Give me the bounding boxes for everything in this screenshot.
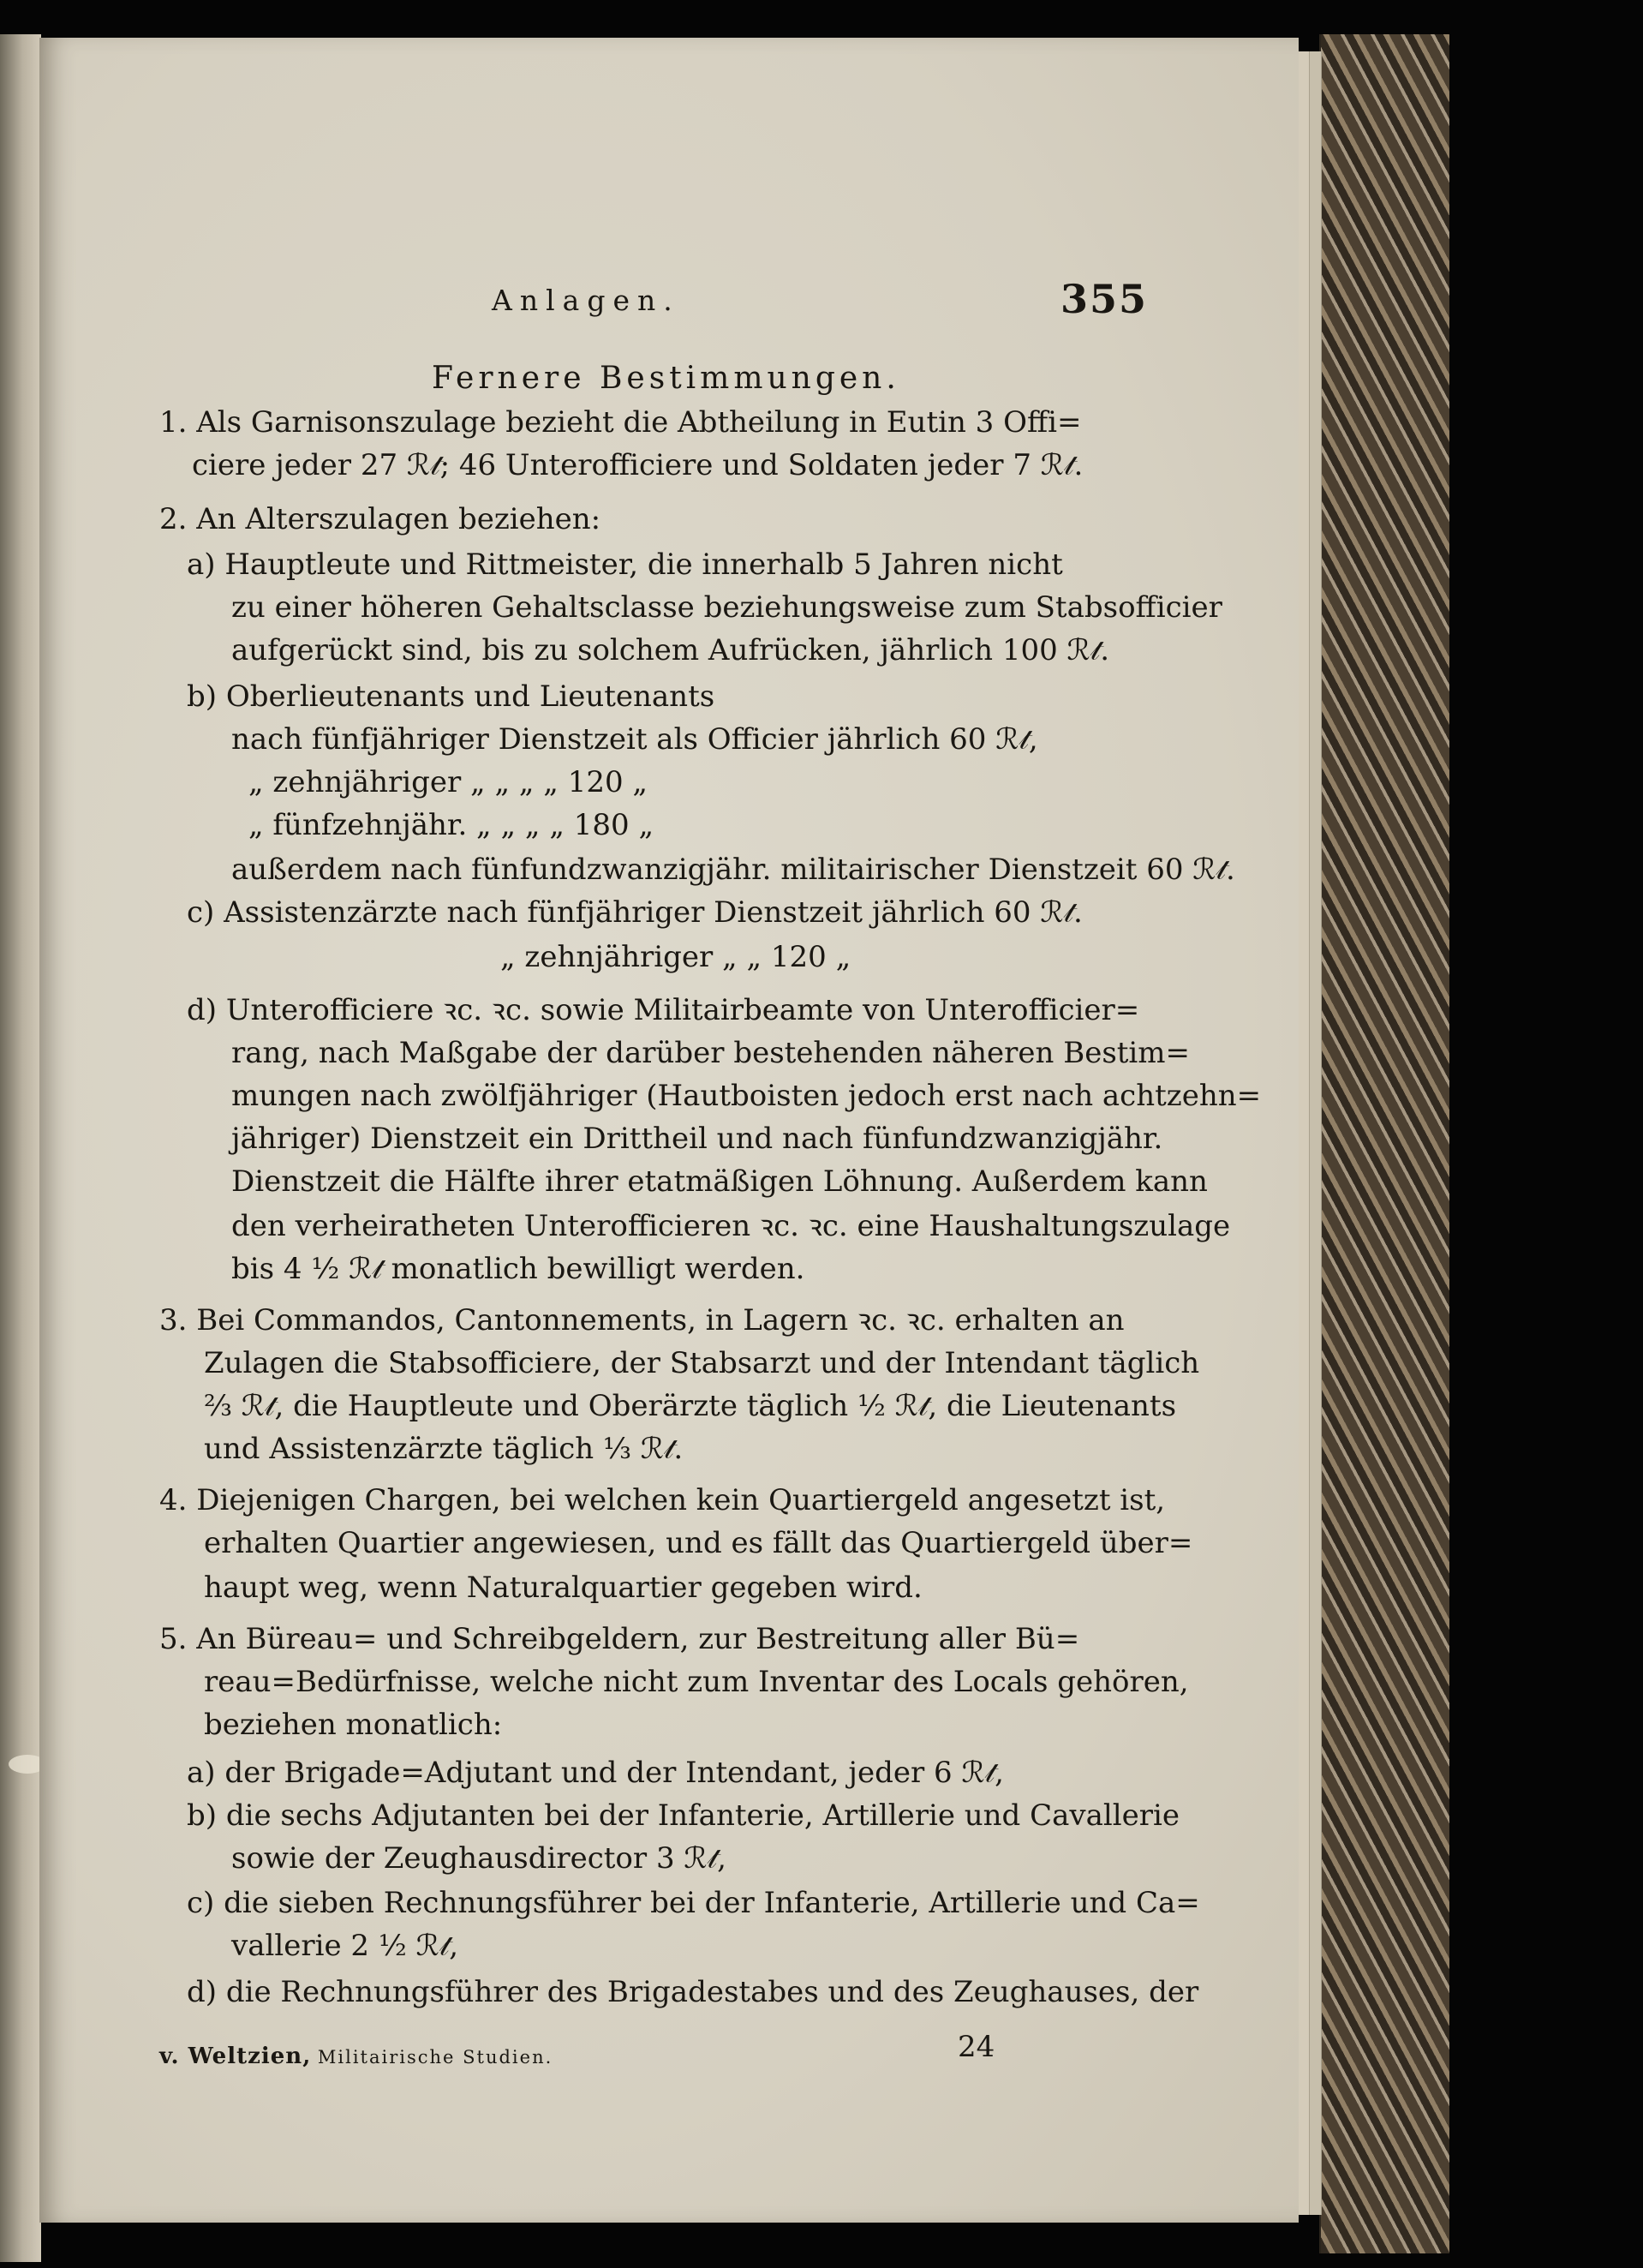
text-line: 5. An Büreau= und Schreibgeldern, zur Bestreitung aller Bü= [159, 1622, 1080, 1656]
book-page [39, 38, 1299, 2223]
text-line: a) Hauptleute und Rittmeister, die innerhalb 5 Jahren nicht [187, 548, 1063, 582]
text-line: b) die sechs Adjutanten bei der Infanterie, Artillerie und Cavallerie [187, 1798, 1180, 1833]
footer-author-title [159, 2045, 553, 2068]
text-line: haupt weg, wenn Naturalquartier gegeben wird. [204, 1571, 923, 1605]
text-line: jähriger) Dienstzeit ein Drittheil und nach fünfundzwanzigjähr. [231, 1122, 1163, 1156]
signature-mark: 24 [958, 2030, 995, 2064]
section-title: Fernere Bestimmungen. [432, 361, 900, 396]
marbled-cover [1319, 34, 1449, 2253]
text-line: sowie der Zeughausdirector 3 ℛ𝓉, [231, 1841, 726, 1876]
text-line: vallerie 2 ½ ℛ𝓉, [231, 1929, 459, 1963]
text-line: aufgerückt sind, bis zu solchem Aufrücken, jährlich 100 ℛ𝓉. [231, 633, 1110, 667]
text-line: „ fünfzehnjähr. „ „ „ „ 180 „ [248, 808, 654, 842]
text-line: 4. Diejenigen Chargen, bei welchen kein Quartiergeld angesetzt ist, [159, 1483, 1166, 1517]
text-line: den verheiratheten Unterofficieren ꝛc. ꝛc. eine Haushaltungszulage [231, 1209, 1231, 1243]
text-line: und Assistenzärzte täglich ⅓ ℛ𝓉. [204, 1432, 684, 1466]
page-number: 355 [1060, 276, 1149, 322]
text-line: 1. Als Garnisonszulage bezieht die Abtheilung in Eutin 3 Offi= [159, 405, 1082, 440]
text-line: zu einer höheren Gehaltsclasse beziehungsweise zum Stabsofficier [231, 590, 1222, 625]
text-line: bis 4 ½ ℛ𝓉 monatlich bewilligt werden. [231, 1252, 805, 1286]
page-edge [1309, 51, 1322, 2215]
text-line: Dienstzeit die Hälfte ihrer etatmäßigen Löhnung. Außerdem kann [231, 1164, 1208, 1199]
text-line: Zulagen die Stabsofficiere, der Stabsarzt und der Intendant täglich [204, 1346, 1200, 1380]
text-line: d) die Rechnungsführer des Brigadestabes und des Zeughauses, der [187, 1975, 1199, 2009]
text-line: d) Unterofficiere ꝛc. ꝛc. sowie Militairbeamte von Unterofficier= [187, 993, 1140, 1027]
text-line: außerdem nach fünfundzwanzigjähr. militairischer Dienstzeit 60 ℛ𝓉. [231, 853, 1235, 887]
text-line: a) der Brigade=Adjutant und der Intendant, jeder 6 ℛ𝓉, [187, 1756, 1004, 1790]
text-line: rang, nach Maßgabe der darüber bestehenden näheren Bestim= [231, 1036, 1191, 1070]
text-line: „ zehnjähriger „ „ 120 „ [500, 940, 851, 974]
text-line: ciere jeder 27 ℛ𝓉; 46 Unterofficiere und Soldaten jeder 7 ℛ𝓉. [192, 448, 1084, 482]
running-head: Anlagen. [492, 284, 680, 317]
page-content [39, 38, 1299, 2223]
footer-author: v. Weltzien, [159, 2044, 312, 2069]
text-line: erhalten Quartier angewiesen, und es fällt das Quartiergeld über= [204, 1526, 1193, 1560]
page-edge [1298, 51, 1310, 2215]
text-line: 3. Bei Commandos, Cantonnements, in Lagern ꝛc. ꝛc. erhalten an [159, 1303, 1125, 1337]
text-line: c) die sieben Rechnungsführer bei der Infanterie, Artillerie und Ca= [187, 1886, 1200, 1920]
text-line: ⅔ ℛ𝓉, die Hauptleute und Oberärzte täglich ½ ℛ𝓉, die Lieutenants [204, 1389, 1177, 1423]
text-line: „ zehnjähriger „ „ „ „ 120 „ [248, 765, 648, 799]
text-line: b) Oberlieutenants und Lieutenants [187, 679, 715, 714]
text-line: 2. An Alterszulagen beziehen: [159, 502, 601, 536]
text-line: mungen nach zwölfjähriger (Hautboisten jedoch erst nach achtzehn= [231, 1079, 1262, 1113]
text-line: reau=Bedürfnisse, welche nicht zum Inventar des Locals gehören, [204, 1665, 1189, 1699]
text-line: nach fünfjähriger Dienstzeit als Officier jährlich 60 ℛ𝓉, [231, 722, 1038, 757]
facing-page-edge [0, 34, 41, 2262]
text-line: beziehen monatlich: [204, 1708, 503, 1742]
text-line: c) Assistenzärzte nach fünfjähriger Dienstzeit jährlich 60 ℛ𝓉. [187, 895, 1083, 930]
footer-title: Militairische Studien. [317, 2047, 553, 2068]
